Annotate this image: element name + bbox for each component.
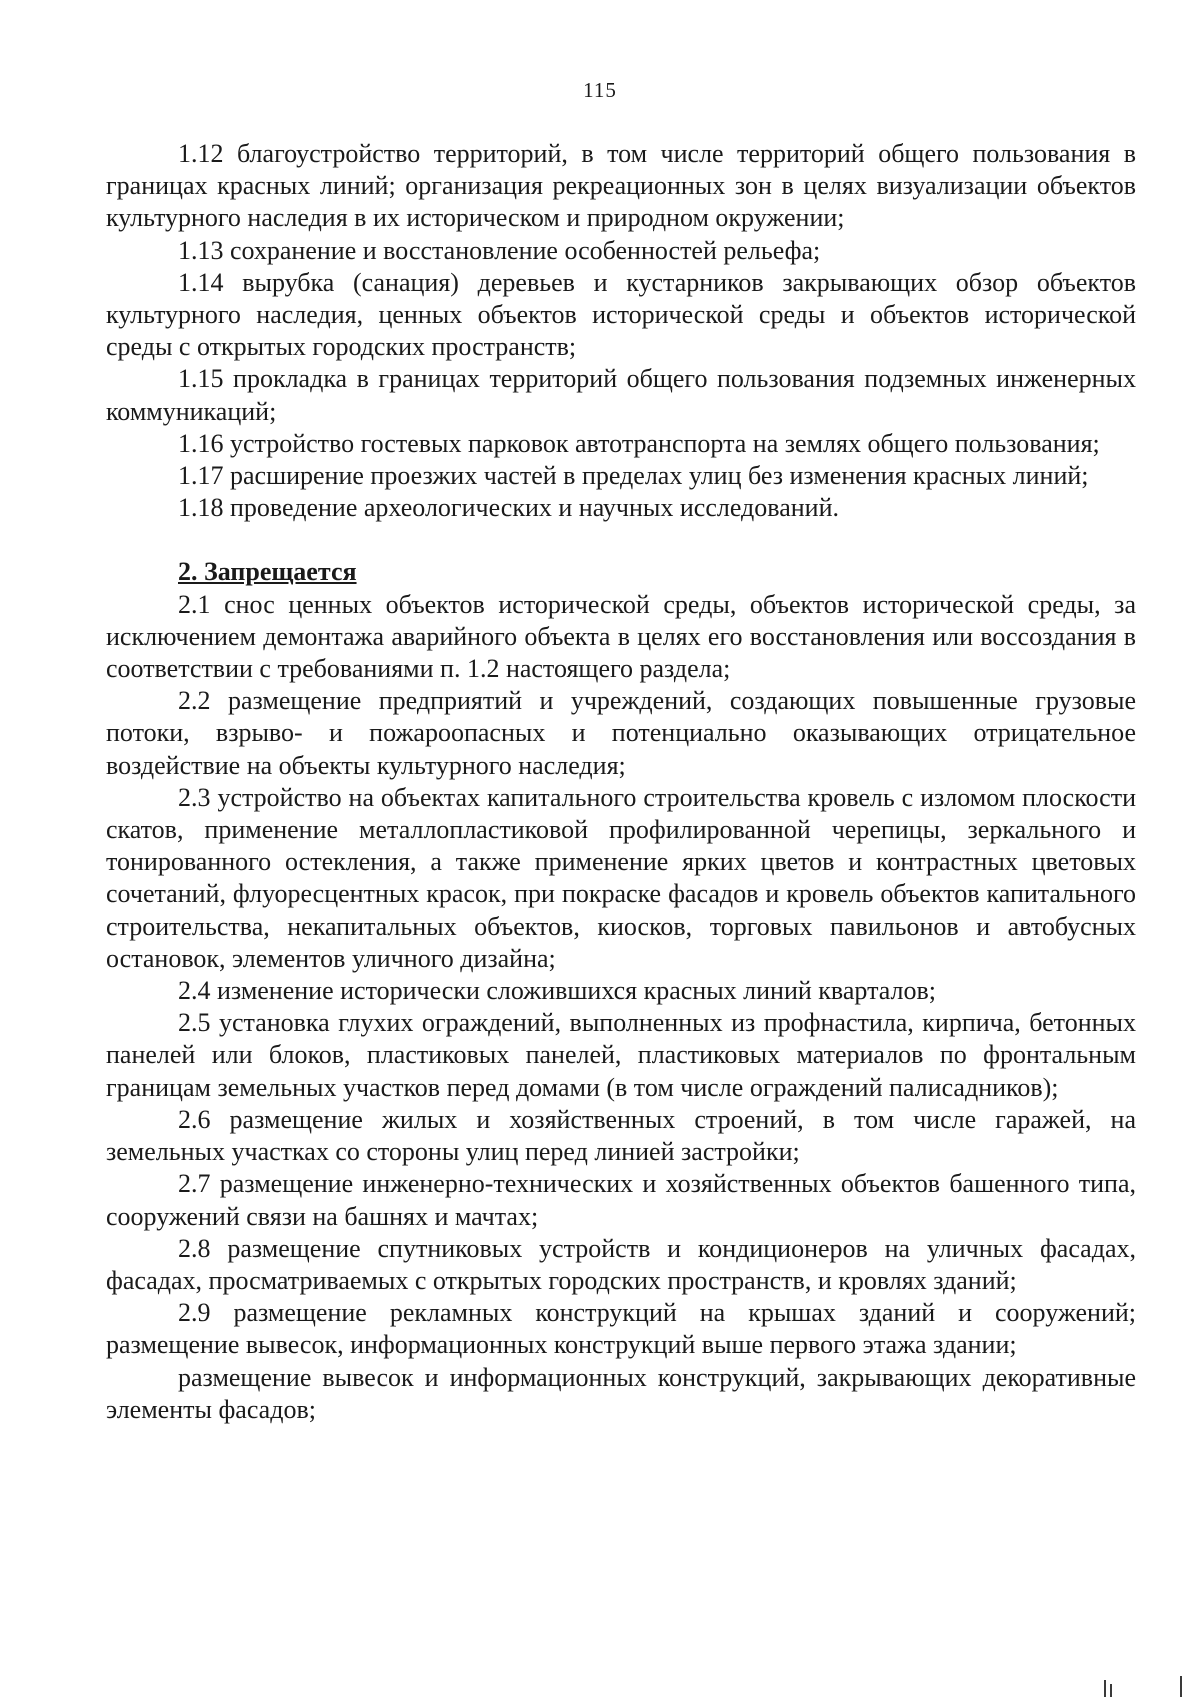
paragraph-2-6: 2.6 размещение жилых и хозяйственных строений, в том числе гаражей, на земельных участках со стороны улиц перед линией застройки; [106, 1104, 1136, 1167]
scan-artifact-mark [1104, 1680, 1106, 1697]
page-number: 115 [583, 78, 617, 102]
section-1-body [106, 138, 1136, 1426]
paragraph-2-8: 2.8 размещение спутниковых устройств и кондиционеров на уличных фасадах, фасадах, просматриваемых с открытых городских пространств, и кровлях зданий; [106, 1233, 1136, 1295]
section-2-heading [106, 556, 1136, 588]
paragraph-2-3: 2.3 устройство на объектах капитального строительства кровель с изломом плоскости скатов, применение металлопластиковой профилированной черепицы, зеркального и тонированного остекления, а также применение ярких цветов и контрастных цветовых сочетаний, флуоресцентных красок, при покраске фасадов и кровель объектов капитального строительства, некапитальных объектов, киосков, торговых павильонов и автобусных остановок, элементов уличного дизайна; [106, 782, 1136, 973]
scan-artifact-mark [1180, 1676, 1182, 1697]
section-2-heading-text: 2. Запрещается [178, 557, 357, 587]
paragraph-1-14: 1.14 вырубка (санация) деревьев и кустарников закрывающих обзор объектов культурного наследия, ценных объектов исторической среды и объектов исторической среды с открытых городских пространств; [106, 267, 1136, 362]
section-spacer [106, 524, 1136, 556]
paragraph-1-16: 1.16 устройство гостевых парковок автотранспорта на землях общего пользования; [178, 428, 1100, 458]
paragraph-1-13: 1.13 сохранение и восстановление особенностей рельефа; [178, 235, 821, 265]
paragraph-2-1: 2.1 снос ценных объектов исторической среды, объектов исторической среды, за исключением демонтажа аварийного объекта в целях его восстановления или воссоздания в соответствии с требованиями п. 1.2 настоящего раздела; [106, 589, 1136, 684]
paragraph-2-7: 2.7 размещение инженерно-технических и хозяйственных объектов башенного типа, сооружений связи на башнях и мачтах; [106, 1169, 1136, 1231]
paragraph-2-9: 2.9 размещение рекламных конструкций на крышах зданий и сооружений; размещение вывесок, информационных конструкций выше первого этажа здании; [106, 1298, 1136, 1360]
paragraph-1-17: 1.17 расширение проезжих частей в пределах улиц без изменения красных линий; [178, 461, 1089, 491]
paragraph-1-15: 1.15 прокладка в границах территорий общего пользования подземных инженерных коммуникаций; [106, 364, 1136, 426]
paragraph-2-9-cont: размещение вывесок и информационных конструкций, закрывающих декоративные элементы фасадов; [106, 1362, 1136, 1424]
paragraph-1-18: 1.18 проведение археологических и научных исследований. [178, 493, 839, 523]
paragraph-1-12: 1.12 благоустройство территорий, в том числе территорий общего пользования в границах красных линий; организация рекреационных зон в целях визуализации объектов культурного наследия в их историческом и природном окружении; [106, 139, 1136, 233]
paragraph-2-4: 2.4 изменение исторически сложившихся красных линий кварталов; [178, 976, 936, 1006]
paragraph-2-2: 2.2 размещение предприятий и учреждений, создающих повышенные грузовые потоки, взрыво- и пожароопасных и потенциально оказывающих отрицательное воздействие на объекты культурного наследия; [106, 686, 1136, 780]
paragraph-2-5: 2.5 установка глухих ограждений, выполненных из профнастила, кирпича, бетонных панелей или блоков, пластиковых панелей, пластиковых материалов по фронтальным границам земельных участков перед домами (в том числе ограждений палисадников); [106, 1008, 1136, 1102]
scan-artifact-mark [1110, 1684, 1112, 1697]
